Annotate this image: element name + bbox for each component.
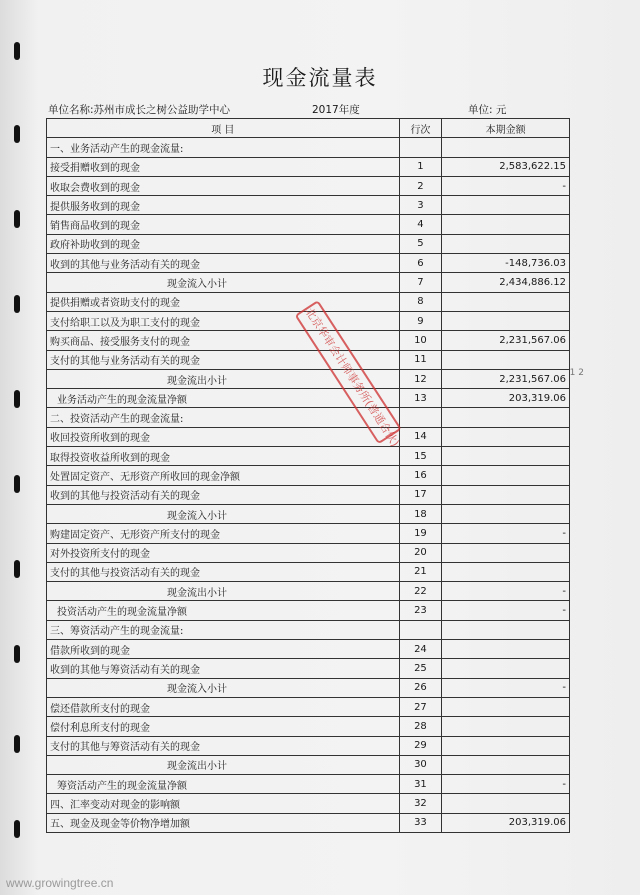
- row-item: 收到的其他与投资活动有关的现金: [47, 485, 400, 504]
- table-row: [47, 524, 570, 543]
- row-amount: -: [442, 678, 570, 697]
- page-title: 现金流量表: [262, 66, 378, 90]
- row-line-no: 18: [399, 504, 442, 523]
- row-line-no: 2: [399, 176, 442, 195]
- row-line-no: 8: [399, 292, 442, 311]
- table-row: [47, 697, 570, 716]
- row-amount: -: [442, 775, 570, 794]
- row-line-no: 21: [399, 562, 442, 581]
- row-amount: -: [442, 582, 570, 601]
- row-item: 提供捐赠或者资助支付的现金: [47, 292, 400, 311]
- row-item: 现金流出小计: [47, 369, 400, 388]
- row-item: 现金流出小计: [47, 582, 400, 601]
- row-line-no: 4: [399, 215, 442, 234]
- table-row: [47, 794, 570, 813]
- cash-flow-table: [46, 118, 570, 833]
- row-amount: [442, 620, 570, 639]
- binding-hole: [14, 295, 20, 313]
- row-amount: [442, 640, 570, 659]
- table-row: [47, 273, 570, 292]
- row-amount: [442, 138, 570, 157]
- row-amount: [442, 408, 570, 427]
- row-item: 现金流入小计: [47, 504, 400, 523]
- row-line-no: 9: [399, 311, 442, 330]
- row-item: 支付的其他与投资活动有关的现金: [47, 562, 400, 581]
- row-line-no: 13: [399, 389, 442, 408]
- row-item: 收取会费收到的现金: [47, 176, 400, 195]
- table-row: [47, 678, 570, 697]
- table-row: [47, 427, 570, 446]
- row-amount: 2,434,886.12: [442, 273, 570, 292]
- row-amount: -: [442, 176, 570, 195]
- row-line-no: [399, 620, 442, 639]
- row-item: 现金流出小计: [47, 755, 400, 774]
- row-item: 投资活动产生的现金流量净额: [47, 601, 400, 620]
- table-row: [47, 215, 570, 234]
- table-row: [47, 504, 570, 523]
- row-item: 收到的其他与业务活动有关的现金: [47, 254, 400, 273]
- row-amount: 2,583,622.15: [442, 157, 570, 176]
- row-line-no: 17: [399, 485, 442, 504]
- row-line-no: 28: [399, 717, 442, 736]
- table-body: [47, 138, 570, 833]
- table-row: [47, 813, 570, 832]
- row-line-no: 23: [399, 601, 442, 620]
- row-line-no: 19: [399, 524, 442, 543]
- table-row: [47, 157, 570, 176]
- binding-hole: [14, 820, 20, 838]
- table-row: [47, 543, 570, 562]
- row-item: 取得投资收益所收到的现金: [47, 447, 400, 466]
- row-amount: [442, 717, 570, 736]
- table-row: [47, 640, 570, 659]
- row-item: 四、汇率变动对现金的影响额: [47, 794, 400, 813]
- table-row: [47, 234, 570, 253]
- row-line-no: 25: [399, 659, 442, 678]
- row-item: 收到的其他与筹资活动有关的现金: [47, 659, 400, 678]
- row-item: 收回投资所收到的现金: [47, 427, 400, 446]
- binding-hole: [14, 42, 20, 60]
- row-line-no: 26: [399, 678, 442, 697]
- table-row: [47, 369, 570, 388]
- table-row: [47, 408, 570, 427]
- binding-hole: [14, 125, 20, 143]
- row-item: 二、投资活动产生的现金流量:: [47, 408, 400, 427]
- binding-hole: [14, 645, 20, 663]
- row-amount: [442, 215, 570, 234]
- column-header-amount: 本期金额: [442, 119, 570, 138]
- row-item: 业务活动产生的现金流量净额: [47, 389, 400, 408]
- row-line-no: 14: [399, 427, 442, 446]
- row-amount: [442, 427, 570, 446]
- table-row: [47, 485, 570, 504]
- row-amount: [442, 755, 570, 774]
- row-line-no: 31: [399, 775, 442, 794]
- row-item: 一、业务活动产生的现金流量:: [47, 138, 400, 157]
- row-line-no: 22: [399, 582, 442, 601]
- row-amount: [442, 311, 570, 330]
- watermark: www.growingtree.cn: [6, 876, 114, 890]
- row-item: 购买商品、接受服务支付的现金: [47, 331, 400, 350]
- table-row: [47, 196, 570, 215]
- table-row: [47, 659, 570, 678]
- table-row: [47, 254, 570, 273]
- row-amount: 2,231,567.06: [442, 331, 570, 350]
- row-item: 销售商品收到的现金: [47, 215, 400, 234]
- row-item: 现金流入小计: [47, 678, 400, 697]
- row-item: 三、筹资活动产生的现金流量:: [47, 620, 400, 639]
- table-row: [47, 350, 570, 369]
- binding-hole: [14, 475, 20, 493]
- row-amount: [442, 196, 570, 215]
- row-line-no: 30: [399, 755, 442, 774]
- row-line-no: 32: [399, 794, 442, 813]
- table-row: [47, 717, 570, 736]
- row-amount: -148,736.03: [442, 254, 570, 273]
- row-item: 对外投资所支付的现金: [47, 543, 400, 562]
- row-item: 偿付利息所支付的现金: [47, 717, 400, 736]
- row-item: 提供服务收到的现金: [47, 196, 400, 215]
- row-amount: [442, 292, 570, 311]
- unit-name: 单位名称:苏州市成长之树公益助学中心: [48, 104, 231, 116]
- row-amount: 203,319.06: [442, 813, 570, 832]
- row-amount: -: [442, 601, 570, 620]
- row-item: 政府补助收到的现金: [47, 234, 400, 253]
- table-row: [47, 736, 570, 755]
- row-amount: 2,231,567.06: [442, 369, 570, 388]
- binding-hole: [14, 210, 20, 228]
- row-item: 购建固定资产、无形资产所支付的现金: [47, 524, 400, 543]
- table-row: [47, 176, 570, 195]
- row-line-no: 15: [399, 447, 442, 466]
- table-row: [47, 447, 570, 466]
- row-amount: 203,319.06: [442, 389, 570, 408]
- row-line-no: 11: [399, 350, 442, 369]
- row-amount: [442, 447, 570, 466]
- table-row: [47, 582, 570, 601]
- row-line-no: [399, 408, 442, 427]
- table-row: [47, 466, 570, 485]
- row-line-no: [399, 138, 442, 157]
- row-item: 筹资活动产生的现金流量净额: [47, 775, 400, 794]
- table-row: [47, 620, 570, 639]
- binding-hole: [14, 390, 20, 408]
- row-item: 接受捐赠收到的现金: [47, 157, 400, 176]
- row-amount: [442, 466, 570, 485]
- binding-hole: [14, 560, 20, 578]
- row-line-no: 1: [399, 157, 442, 176]
- binding-hole: [14, 735, 20, 753]
- row-line-no: 29: [399, 736, 442, 755]
- table-row: [47, 138, 570, 157]
- row-line-no: 10: [399, 331, 442, 350]
- table-row: [47, 389, 570, 408]
- row-line-no: 20: [399, 543, 442, 562]
- table-header-row: [47, 119, 570, 138]
- row-item: 处置固定资产、无形资产所收回的现金净额: [47, 466, 400, 485]
- row-line-no: 33: [399, 813, 442, 832]
- row-item: 支付的其他与业务活动有关的现金: [47, 350, 400, 369]
- table-row: [47, 601, 570, 620]
- row-line-no: 16: [399, 466, 442, 485]
- row-item: 支付的其他与筹资活动有关的现金: [47, 736, 400, 755]
- row-amount: [442, 504, 570, 523]
- table-row: [47, 562, 570, 581]
- row-item: 五、现金及现金等价物净增加额: [47, 813, 400, 832]
- row-amount: [442, 543, 570, 562]
- row-item: 偿还借款所支付的现金: [47, 697, 400, 716]
- row-amount: [442, 485, 570, 504]
- row-amount: [442, 350, 570, 369]
- row-amount: [442, 736, 570, 755]
- row-item: 借款所收到的现金: [47, 640, 400, 659]
- row-line-no: 3: [399, 196, 442, 215]
- table-row: [47, 775, 570, 794]
- fiscal-year: 2017年度: [312, 104, 360, 116]
- row-amount: [442, 794, 570, 813]
- side-mark: 1 2: [569, 368, 584, 378]
- row-line-no: 27: [399, 697, 442, 716]
- row-amount: [442, 562, 570, 581]
- row-amount: [442, 697, 570, 716]
- row-line-no: 24: [399, 640, 442, 659]
- column-header-line-no: 行次: [399, 119, 442, 138]
- table-row: [47, 755, 570, 774]
- row-amount: [442, 234, 570, 253]
- row-line-no: 6: [399, 254, 442, 273]
- row-line-no: 12: [399, 369, 442, 388]
- column-header-item: 项 目: [47, 119, 400, 138]
- row-amount: -: [442, 524, 570, 543]
- row-item: 现金流入小计: [47, 273, 400, 292]
- row-amount: [442, 659, 570, 678]
- row-line-no: 7: [399, 273, 442, 292]
- row-line-no: 5: [399, 234, 442, 253]
- row-item: 支付给职工以及为职工支付的现金: [47, 311, 400, 330]
- red-seal-stamp: 北京华审会计师事务所(普通合伙): [295, 300, 402, 444]
- currency-unit: 单位: 元: [468, 104, 507, 116]
